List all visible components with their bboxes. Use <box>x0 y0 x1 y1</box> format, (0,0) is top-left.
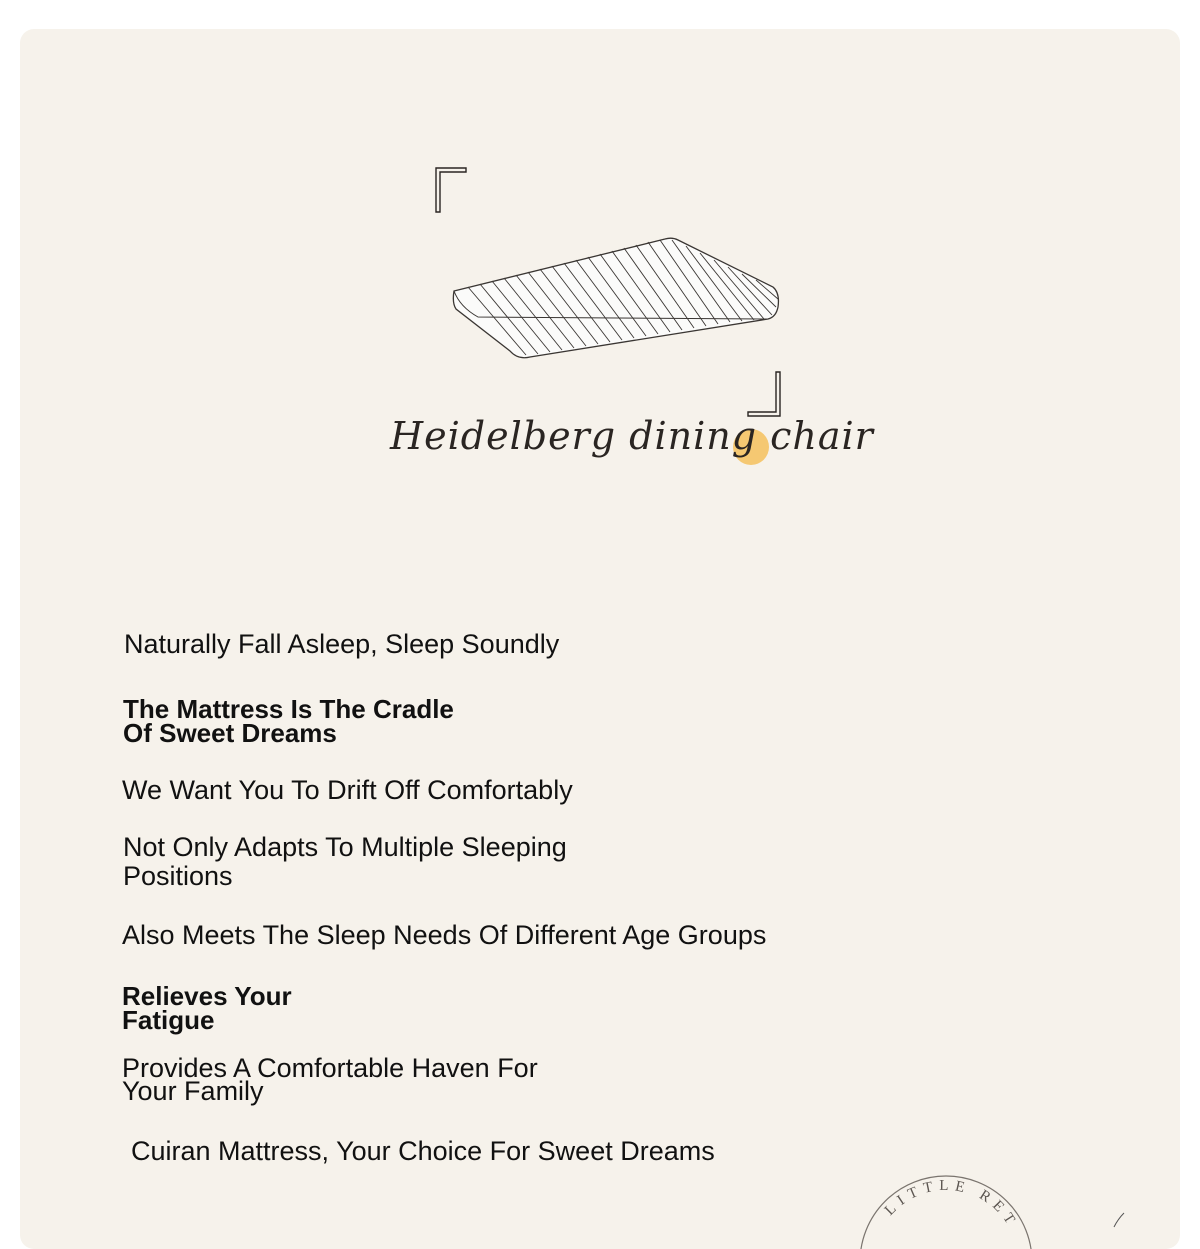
feature-heading-2-line-a: Relieves Your <box>122 981 292 1011</box>
feature-line-3 <box>123 833 567 891</box>
product-script-title: Heidelberg dining chair <box>390 414 874 458</box>
mattress-illustration <box>450 229 780 359</box>
feature-line-6: Cuiran Mattress, Your Choice For Sweet Dreams <box>131 1136 715 1166</box>
feature-line-3-b: Positions <box>123 861 233 891</box>
feature-line-5 <box>122 1053 538 1106</box>
feature-heading-1-line-a: The Mattress Is The Cradle <box>123 694 454 724</box>
feature-heading-2-line-b: Fatigue <box>122 1005 215 1035</box>
product-card <box>20 29 1180 1249</box>
feature-line-5-b: Your Family <box>122 1076 264 1106</box>
feature-line-2: We Want You To Drift Off Comfortably <box>122 775 573 805</box>
corner-bracket-bottom-right-icon <box>747 371 781 417</box>
corner-bracket-top-left-icon <box>435 167 467 213</box>
feature-line-1: Naturally Fall Asleep, Sleep Soundly <box>124 629 560 659</box>
feature-heading-1-line-b: Of Sweet Dreams <box>123 718 337 748</box>
feature-line-3-a: Not Only Adapts To Multiple Sleeping <box>123 832 567 862</box>
feature-line-4: Also Meets The Sleep Needs Of Different Age Groups <box>122 920 767 950</box>
feature-heading-2 <box>122 981 292 1035</box>
decorative-mark-icon <box>1110 1209 1130 1229</box>
svg-text:LITTLE RET: LITTLE RET <box>881 1177 1021 1232</box>
brand-stamp-seal <box>856 1172 1036 1249</box>
feature-heading-1 <box>123 694 454 748</box>
feature-line-5-a: Provides A Comfortable Haven For <box>122 1053 538 1083</box>
